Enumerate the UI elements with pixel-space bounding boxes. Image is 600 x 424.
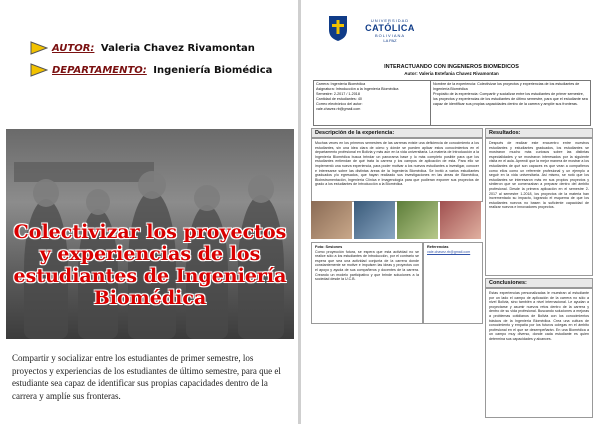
projection-text: Como proyección futura, se espera que esta actividad no se realice sólo a los estudiantes de introducción, por el contrario se espera que sea una actividad conjunta de la carrera donde constantemente se motive e impulsen las ideas y proyectos con el apoyo y ayuda de sus compañeros y docentes de la carrera. Creando un modelo participativo y que brinde soluciones a la sociedad desde la U.C.B. (315, 249, 419, 282)
references-heading: Referencias (427, 245, 449, 249)
info-left: Carrera: Ingeniería Biomédica Asignatura: Introducción a la Ingeniería Biomédica Semestre: 2-2017 / 1-2018 Cantidad de estudiantes: 40 Correo electrónico del autor: vale.chavez.rb@gmail.com (314, 81, 431, 125)
poster (309, 8, 594, 418)
results-heading: Resultados: (485, 128, 593, 138)
left-page (0, 0, 296, 424)
author-value: Valeria Chavez Rivamontan (100, 42, 255, 54)
author-row (30, 38, 292, 58)
description-heading: Descripción de la experiencia: (311, 128, 483, 138)
university-line2: CATÓLICA (365, 23, 415, 33)
university-crest-icon (327, 14, 349, 42)
department-label: DEPARTAMENTO: (52, 64, 147, 76)
info-box (313, 80, 591, 126)
person-head (86, 189, 110, 215)
summary-text: Compartir y socializar entre los estudiantes de primer semestre, los proyectos y experiencias de los estudiantes de último semestre, para que el estudiante sea capaz de identificar sus propias capacidades dentro de la carrera y amplíe sus fronteras. (12, 353, 281, 401)
results-box (485, 138, 593, 276)
poster-title: INTERACTUANDO CON INGENIEROS BIOMEDICOS (384, 64, 519, 70)
department-row (30, 60, 292, 80)
results-text: Después de realizar este encuentro entre nuestros estudiantes y estudiantes graduados, los estudiantes se mostraron mucho más curiosos sobre las distintas especialidades y se mostraron interesados por la siguiente visita en el aula. Aprendí que la mejor manera de mostrar a los estudiantes de qué son capaces es que vean a compañeros como ellos como un referente profesional y un ejemplo a seguir en la vida universitaria. Así mismo, se notó que los estudiantes se interesaron más en sus propios proyectos y sintieron que se comenzaban a preparar dentro del ámbito profesional. Desde la primera aplicación en el semestre 2-2017 al semestre 1-2018, los proyectos de la materia han incrementado su impacto, logrando el esquema de que los estudiantes nuevos no basen la suficiente capacidad de realizar nuevos e innovadores proyectos. (489, 141, 589, 210)
triangle-pointer-icon (30, 63, 48, 77)
session-photo (397, 201, 438, 239)
person-head (33, 179, 59, 207)
session-photo (440, 201, 481, 239)
department-value: Ingeniería Biomédica (153, 64, 273, 76)
poster-author: Autor: Valeria Estefania Chavez Rivamontan (404, 71, 499, 76)
university-line3: BOLIVIANA (374, 33, 406, 38)
photo-grid (311, 201, 481, 239)
session-photo (311, 201, 352, 239)
person-head (248, 175, 274, 203)
author-label: AUTOR: (52, 42, 95, 54)
photo-banner (14, 162, 154, 182)
photo-caption: Foto: Sesiones (315, 245, 343, 249)
triangle-pointer-icon (30, 41, 48, 55)
description-text: Muchas veces en los primeros semestres de las carreras existe una deficiencia de conocimiento a los estudiantes, sin una idea clara de cómo y dónde se pueden aplicar estos conocimientos en el departamento profesional en Bolivia y más aún en la vida universitaria. La materia de Introducción a la Ingeniería Biomédica busca brindar un panorama base y lo más completo posible para que los estudiantes entiendan de qué trata la carrera y los campos de aplicación de esta. Para ello se implementó una nueva experiencia, para poder motivar a los nuevos estudiantes a investigar, conocer e interesarse sobre las distintas áreas de la Ingeniería Biomédica. Se invitó a varios estudiantes graduados y/o egresados, que hayan realizado sus investigaciones en las áreas de Biomédica, Bioinstrumentación, Ingeniería Clínica e Imagenología para que pudieran exponer sus proyectos de grado a los estudiantes de Introducción a la Biomédica. (315, 141, 479, 187)
author-line (52, 43, 255, 54)
university-line4: LA PAZ (383, 38, 397, 43)
references-link[interactable]: vale.chavez.rb@gmail.com (427, 249, 471, 254)
department-line (52, 65, 272, 76)
info-right: Nombre de la experiencia: Colectivizar los proyectos y experiencias de los estudiantes de Ingeniería Biomédica Propósito de la experiencia: Compartir y socializar entre los estudiantes de primer semestre, los proyectos y experiencias de los estudiantes de último semestre, para que el estudiante sea capaz de identificar sus propias capacidades dentro de la carrera y amplíe sus fronteras. (433, 82, 588, 106)
university-line1: UNIVERSIDAD (370, 18, 410, 23)
projection-box (311, 242, 423, 324)
group-photo (6, 129, 294, 339)
references-box (423, 242, 483, 324)
conclusions-heading: Conclusiones: (485, 278, 593, 288)
person-head (194, 185, 220, 211)
right-page (303, 0, 600, 424)
author-info (30, 38, 292, 82)
description-box (311, 138, 483, 202)
person-head (138, 171, 166, 199)
university-name (353, 18, 427, 43)
cover-title: Colectivizar los proyectos y experiencias de los estudiantes de Ingeniería Biomédica (13, 221, 287, 309)
page-divider (298, 0, 301, 424)
session-photo (354, 201, 395, 239)
conclusions-box (485, 288, 593, 418)
conclusions-text: Estas experiencias personalizadas le muestran al estudiante por un lado el campo de aplicación de la carrera no sólo a nivel Bolivia, sino también a nivel internacional. Le ayudan a proyectarse y asumir nuevos retos dentro de la carrera y dentro de su vida profesional. Buscando soluciones a mejoras a problemas cotidianos de Bolivia con los conocimientos básicos de la Ingeniería Biomédica. Crea una cultura de conocimiento y empatía por los futuros colegas en el ámbito profesional en el que se desempeñarán. En una Biomédica a un campo muy diverso, donde cada estudiante es quien determina sus capacidades y alcances. (489, 291, 589, 341)
